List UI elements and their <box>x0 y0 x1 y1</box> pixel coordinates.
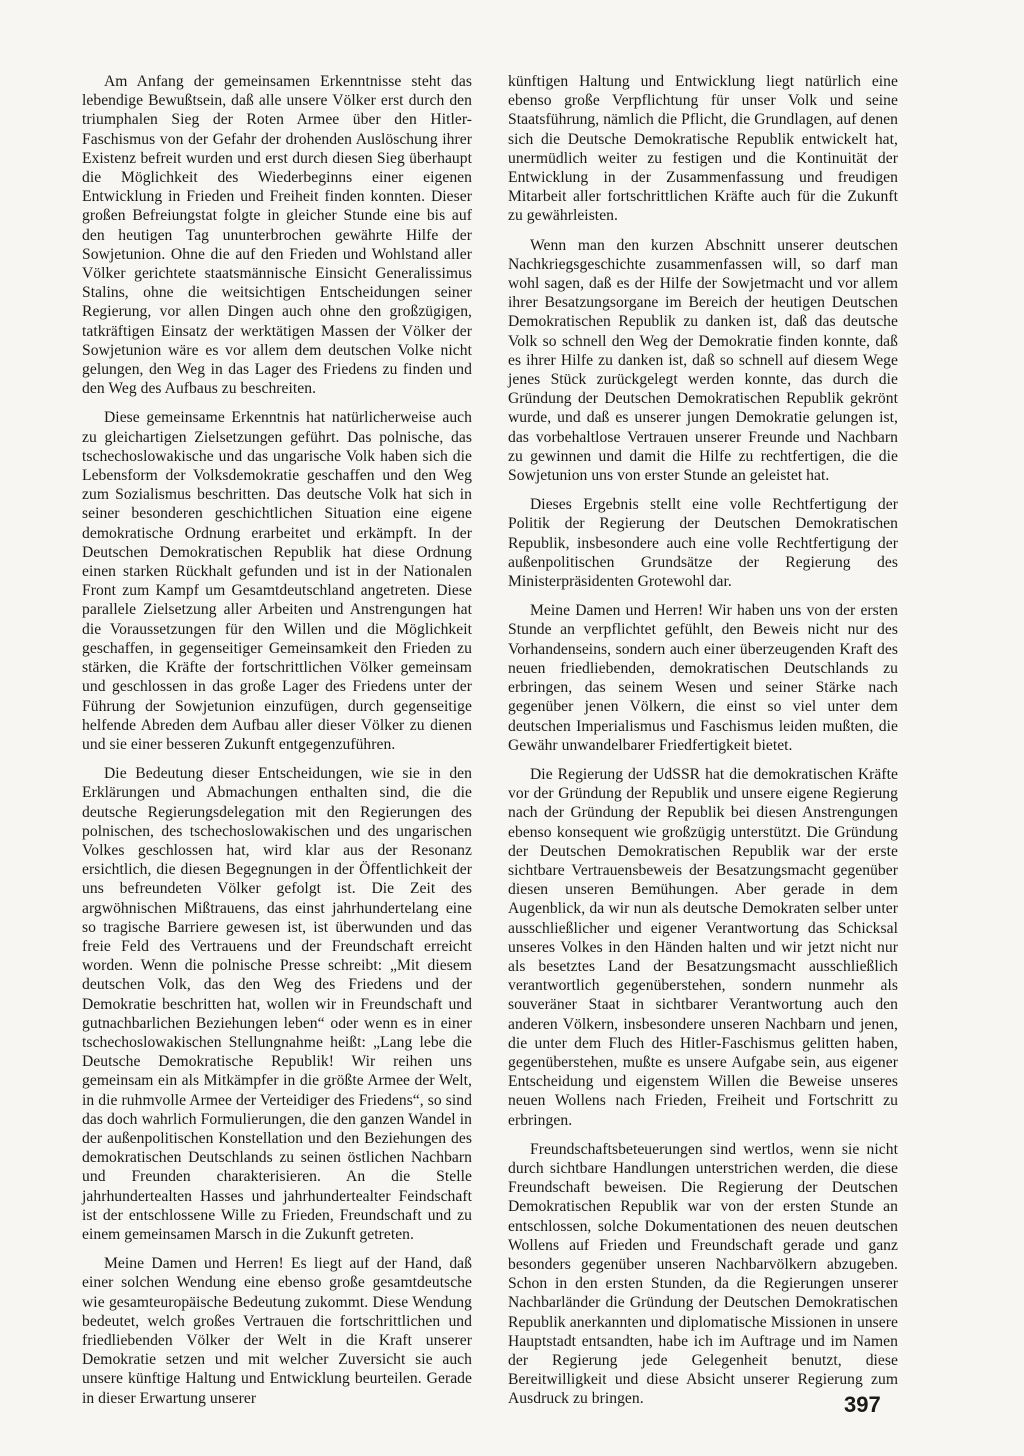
paragraph: Die Bedeutung dieser Entscheidungen, wie sie in den Erklärungen und Abmachungen enthalten sind, die die deutsche Regierungsdelegation mit den Regierungen des polnischen, des tschechoslowakischen und des ungarischen Volkes geschlossen hat, wird klar aus der Resonanz ersichtlich, die diesen Begegnungen in der Öffentlichkeit der uns befreundeten Völker gefolgt ist. Die Zeit des argwöhnischen Mißtrauens, das einst jahrhundertelang eine so tragische Barriere gewesen ist, ist überwunden und das freie Feld des Vertrauens und der Freundschaft erreicht worden. Wenn die polnische Presse schreibt: „Mit diesem deutschen Volk, das den Weg des Friedens und der Demokratie beschritten hat, wollen wir in Freundschaft und gutnachbarlichen Beziehungen leben“ oder wenn es in einer tschechoslowakischen Stellungnahme heißt: „Lang lebe die Deutsche Demokratische Republik! Wir reihen uns gemeinsam ein als Mitkämpfer in die größte Armee der Welt, in die ruhmvolle Armee der Verteidiger des Friedens“, so sind das doch wahrlich Formulierungen, die den ganzen Wandel in der außenpolitischen Konstellation und den Beziehungen des demokratischen Deutschlands zu seinen östlichen Nachbarn und Freunden charakterisieren. An die Stelle jahrhundertealten Hasses und jahrhundertealter Feindschaft ist der entschlossene Wille zu Frieden, Freundschaft und zu einem gemeinsamen Marsch in die Zukunft getreten. <box>82 765 472 1243</box>
right-column <box>508 72 898 1419</box>
page-number: 397 <box>844 1392 881 1417</box>
paragraph: künftigen Haltung und Entwicklung liegt natürlich eine ebenso große Verpflichtung für unser Volk und seine Staatsführung, nämlich die Pflicht, die Grundlagen, auf denen sich die Deutsche Demokratische Republik entwickelt hat, unermüdlich weiter zu festigen und die Kontinuität der Entwicklung in der Zusammenfassung und freudigen Mitarbeit aller fortschrittlichen Kräfte auch für die Zukunft zu gewährleisten. <box>508 73 898 225</box>
paragraph: Freundschaftsbeteuerungen sind wertlos, wenn sie nicht durch sichtbare Handlungen unterstrichen werden, die diese Freundschaft beweisen. Die Regierung der Deutschen Demokratischen Republik war von der ersten Stunde an entschlossen, solche Dokumentationen des neuen deutschen Wollens auf Frieden und Freundschaft gerade und ganz besonders gegenüber unseren Nachbarvölkern abzugeben. Schon in den ersten Stunden, da die Regierungen unserer Nachbarländer die Gründung der Deutschen Demokratischen Republik anerkannten und diplomatische Missionen in unsere Hauptstadt entsandten, habe ich im Auftrage und im Namen der Regierung jede Gelegenheit benutzt, diese Bereitwilligkeit und diese Absicht unserer Regierung zum Ausdruck zu bringen. <box>508 1140 898 1408</box>
paragraph: Am Anfang der gemeinsamen Erkenntnisse steht das lebendige Bewußtsein, daß alle unsere Völker erst durch den triumphalen Sieg der Roten Armee über den Hitler-Faschismus von der Gefahr der drohenden Auslöschung ihrer Existenz befreit wurden und erst durch diesen Sieg überhaupt die Möglichkeit des Wiederbeginns einer eigenen Entwicklung in Frieden und Freiheit finden konnten. Dieser großen Befreiungstat folgte in gleicher Stunde eine bis auf den heutigen Tag ununterbrochen gewährte Hilfe der Sowjetunion. Ohne die auf den Frieden und Wohlstand aller Völker gerichtete staatsmännische Einsicht Generalissimus Stalins, ohne die weitsichtigen Entscheidungen seiner Regierung, vor allen Dingen auch ohne den großzügigen, tatkräftigen Einsatz der werktätigen Massen der Völker der Sowjetunion wäre es vor allem dem deutschen Volke nicht gelungen, den Weg in das Lager des Friedens zu finden und den Weg des Aufbaus zu beschreiten. <box>82 73 472 398</box>
paragraph: Meine Damen und Herren! Wir haben uns von der ersten Stunde an verpflichtet gefühlt, den Beweis nicht nur des Vorhandenseins, sondern auch einer überzeugenden Kraft des neuen friedliebenden, demokratischen Deutschlands zu erbringen, das seinem Wesen und seiner Stärke nach gegenüber jenen Völkern, die einst so viel unter dem deutschen Imperialismus und Faschismus leiden mußten, die Gewähr unwandelbarer Friedfertigkeit bietet. <box>508 602 898 754</box>
paragraph: Meine Damen und Herren! Es liegt auf der Hand, daß einer solchen Wendung eine ebenso große gesamtdeutsche wie gesamteuropäische Bedeutung zukommt. Diese Wendung bedeutet, welch großes Vertrauen die fortschrittlichen und friedliebenden Völker der Welt in die Kraft unserer Demokratie setzen und mit welcher Zuversicht sie auch unsere künftige Haltung und Entwicklung beurteilen. Gerade in dieser Erwartung unserer <box>82 1255 472 1407</box>
left-column <box>82 72 472 1418</box>
paragraph: Diese gemeinsame Erkenntnis hat natürlicherweise auch zu gleichartigen Zielsetzungen geführt. Das polnische, das tschechoslowakische und das ungarische Volk haben sich die Lebensform der Volksdemokratie geschaffen und den Weg zum Sozialismus beschritten. Das deutsche Volk hat sich in seiner besonderen geschichtlichen Situation eine eigene demokratische Ordnung erarbeitet und erkämpft. In der Deutschen Demokratischen Republik hat diese Ordnung einen starken Rückhalt gefunden und ist in der Nationalen Front zum Kampf um Gesamtdeutschland angetreten. Diese parallele Zielsetzung aller Arbeiten und Anstrengungen hat die Voraussetzungen für den Willen und die Möglichkeit geschaffen, in gegenseitiger Gemeinsamkeit den Frieden zu stärken, die Kräfte der fortschrittlichen Völker gemeinsam und geschlossen in das große Lager des Friedens unter der Führung der Sowjetunion einzufügen, durch gegenseitige helfende Abreden dem Aufbau aller dieser Völker zu dienen und sie einer besseren Zukunft entgegenzuführen. <box>82 409 472 753</box>
paragraph: Die Regierung der UdSSR hat die demokratischen Kräfte vor der Gründung der Republik und unsere eigene Regierung nach der Gründung der Republik bei diesen Anstrengungen ebenso konsequent wie großzügig unterstützt. Die Gründung der Deutschen Demokratischen Republik war der erste sichtbare Vertrauensbeweis der Besatzungsmacht gegenüber diesen unseren Bemühungen. Aber gerade in dem Augenblick, da wir nun als deutsche Demokraten selber unter ausschließlicher und eigener Verantwortung das Schicksal unseres Volkes in den Händen halten und wir jetzt nicht nur als besetztes Land der Besatzungsmacht ausschließlich verantwortlich gegenüberstehen, sondern nunmehr als souveräner Staat in sichtbarer Verantwortung auch den anderen Völkern, insbesondere unseren Nachbarn und jenen, die unter dem Fluch des Hitler-Faschismus gelitten haben, gegenüberstehen, mußte es unsere Aufgabe sein, aus eigener Entscheidung und eigenstem Willen die Beweise unseres neuen Wollens nach Frieden, Freiheit und Fortschritt zu erbringen. <box>508 765 898 1129</box>
paragraph: Wenn man den kurzen Abschnitt unserer deutschen Nachkriegsgeschichte zusammenfassen will, so darf man wohl sagen, daß es der Hilfe der Sowjetmacht und vor allem ihrer Besatzungsorgane im Bereich der heutigen Deutschen Demokratischen Republik zu danken ist, daß das deutsche Volk so schnell den Weg der Demokratie finden konnte, daß es ihrer Hilfe zu danken ist, daß so schnell auf diesem Wege jenes Stück zurückgelegt werden konnte, das durch die Gründung der Deutschen Demokratischen Republik gekrönt wurde, und daß es unserer jungen Demokratie gelungen ist, das vorbehaltlose Vertrauen unserer Freunde und Nachbarn zu gewinnen und damit die Hilfe zu rechtfertigen, die die Sowjetunion uns von erster Stunde an geleistet hat. <box>508 236 898 485</box>
paragraph: Dieses Ergebnis stellt eine volle Rechtfertigung der Politik der Regierung der Deutschen Demokratischen Republik, insbesondere auch eine volle Rechtfertigung der außenpolitischen Grundsätze der Regierung des Ministerpräsidenten Grotewohl dar. <box>508 496 898 591</box>
